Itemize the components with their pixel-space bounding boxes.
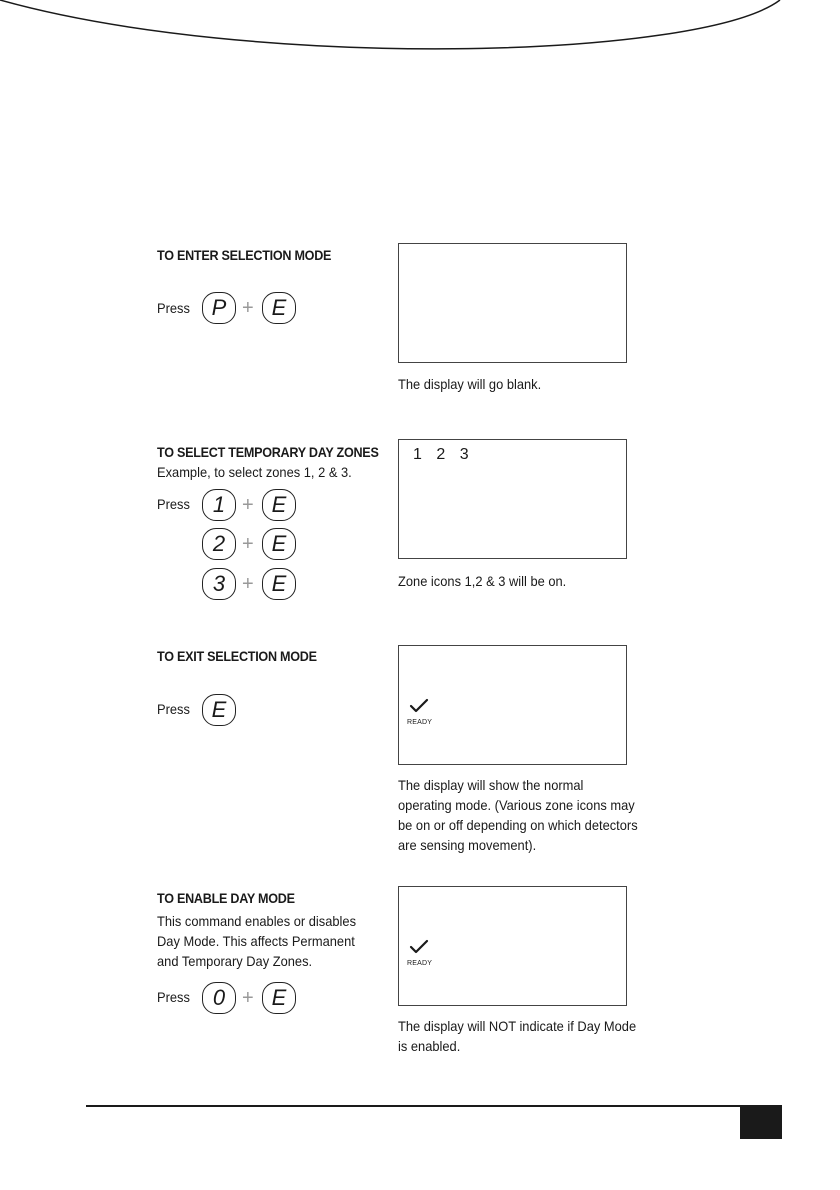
body-day-mode-line-3: and Temporary Day Zones. (157, 953, 313, 969)
plus-sign: + (242, 987, 254, 1009)
press-label: Press (157, 989, 190, 1005)
plus-sign: + (242, 494, 254, 516)
lcd-display-zones (398, 439, 627, 559)
body-example-zones: Example, to select zones 1, 2 & 3. (157, 464, 352, 480)
key-e[interactable]: E (262, 982, 296, 1014)
ready-label: READY (407, 960, 433, 967)
key-e[interactable]: E (202, 694, 236, 726)
key-e[interactable]: E (262, 568, 296, 600)
lcd-display-blank (398, 243, 627, 363)
top-curve-decoration (0, 0, 840, 60)
key-e[interactable]: E (262, 489, 296, 521)
plus-sign: + (242, 297, 254, 319)
ready-label: READY (407, 719, 433, 726)
plus-sign: + (242, 573, 254, 595)
key-p[interactable]: P (202, 292, 236, 324)
zone-icons: 1 2 3 (413, 446, 469, 463)
heading-select-temporary-day-zones: TO SELECT TEMPORARY DAY ZONES (157, 444, 379, 460)
plus-sign: + (242, 533, 254, 555)
caption-zone-icons-on: Zone icons 1,2 & 3 will be on. (398, 573, 567, 589)
body-day-mode-line-2: Day Mode. This affects Permanent (157, 933, 355, 949)
key-e[interactable]: E (262, 292, 296, 324)
lcd-display-ready (398, 645, 627, 765)
heading-exit-selection-mode: TO EXIT SELECTION MODE (157, 648, 317, 664)
key-e[interactable]: E (262, 528, 296, 560)
footer-rule (86, 1105, 782, 1107)
lcd-display-ready (398, 886, 627, 1006)
key-3[interactable]: 3 (202, 568, 236, 600)
caption-normal-line-2: operating mode. (Various zone icons may (398, 797, 635, 813)
press-label: Press (157, 300, 190, 316)
page-tab (740, 1107, 782, 1139)
ready-check-icon (409, 939, 429, 955)
caption-day-mode-line-1: The display will NOT indicate if Day Mode (398, 1018, 637, 1034)
caption-normal-line-3: be on or off depending on which detectors (398, 817, 638, 833)
caption-day-mode-line-2: is enabled. (398, 1038, 461, 1054)
key-0[interactable]: 0 (202, 982, 236, 1014)
caption-normal-line-4: are sensing movement). (398, 837, 537, 853)
caption-display-blank: The display will go blank. (398, 376, 542, 392)
ready-check-icon (409, 698, 429, 714)
body-day-mode-line-1: This command enables or disables (157, 913, 357, 929)
heading-enter-selection-mode: TO ENTER SELECTION MODE (157, 247, 332, 263)
press-label: Press (157, 701, 190, 717)
press-label: Press (157, 496, 190, 512)
heading-enable-day-mode: TO ENABLE DAY MODE (157, 890, 295, 906)
key-2[interactable]: 2 (202, 528, 236, 560)
caption-normal-line-1: The display will show the normal (398, 777, 584, 793)
key-1[interactable]: 1 (202, 489, 236, 521)
